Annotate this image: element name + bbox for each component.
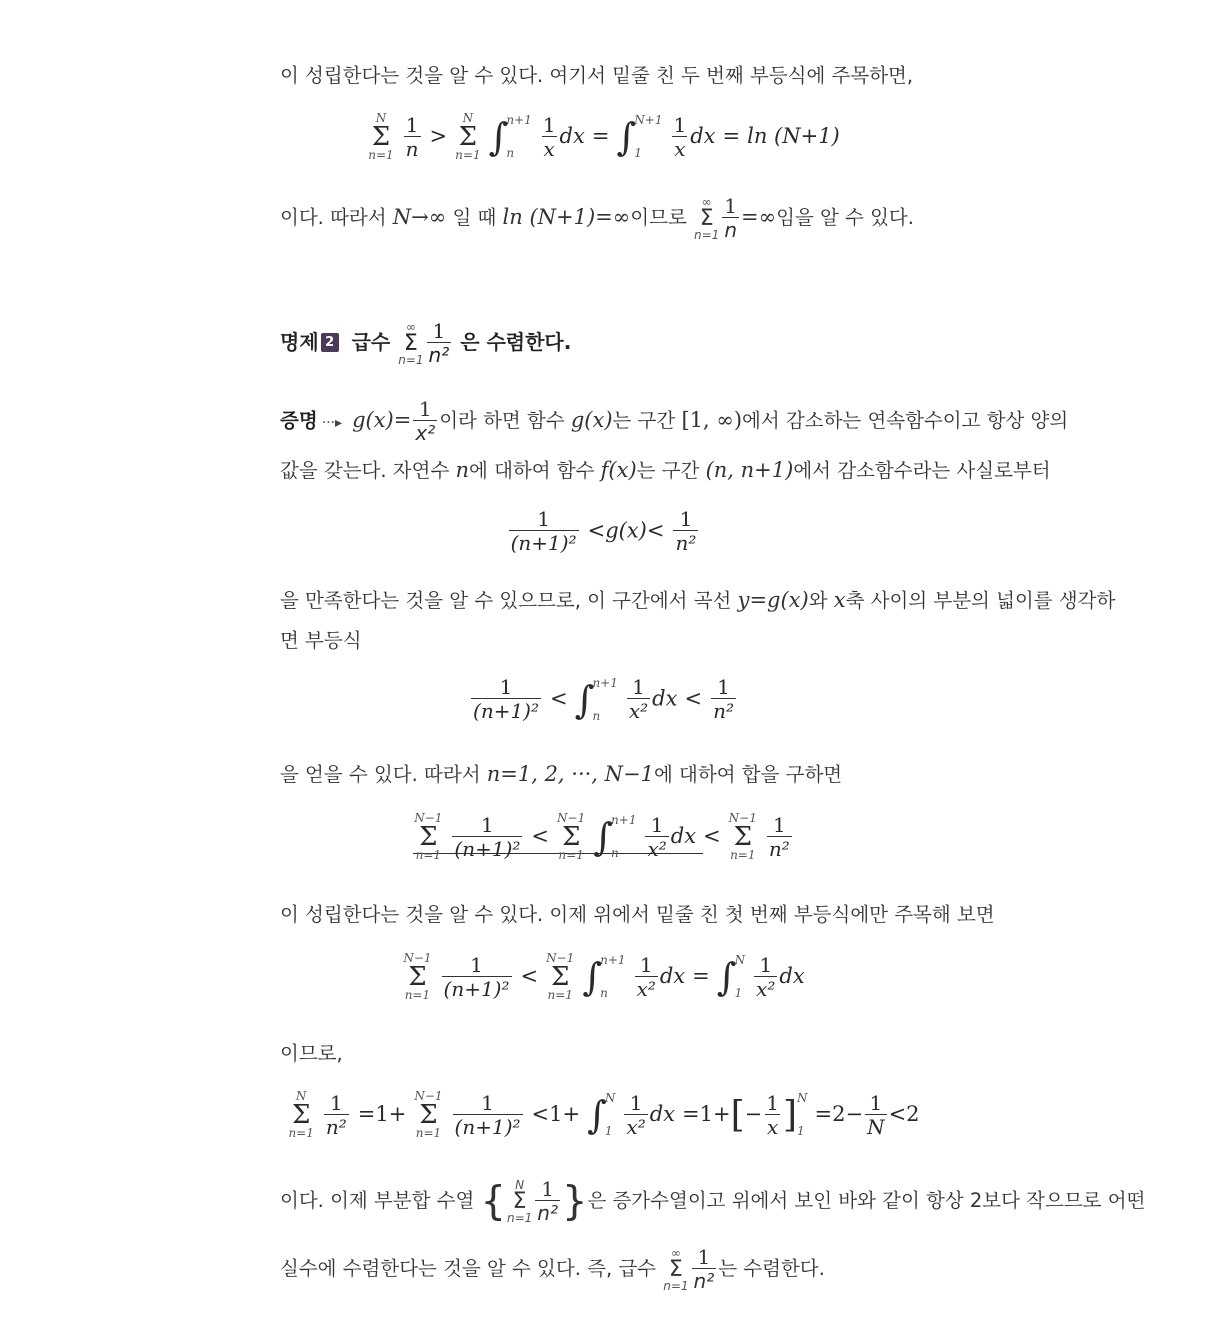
- fraction: $\frac{1}{\text{n²}}$: [428, 319, 450, 367]
- fraction: $\frac{1}{\text{x²}}$: [415, 397, 436, 445]
- integral-symbol: ∫ N+1 1: [616, 113, 663, 160]
- fraction: $\frac{1}{x}$: [542, 112, 556, 161]
- fraction: $\frac{1}{\text{x²}}$: [628, 675, 649, 723]
- sum-symbol: ∞ Σ n=1: [663, 1245, 689, 1293]
- fraction: $\frac{1}{x}$: [766, 1090, 779, 1139]
- sum-symbol: N−1 Σ n=1: [414, 1089, 443, 1140]
- sum-symbol: N−1 Σ n=1: [557, 811, 586, 862]
- equation-g-bounds: $\frac{1}{\text{(n+1)²}}$ <g(x)< $\frac{1}{\text{n²}}$: [510, 507, 697, 555]
- fraction: $\frac{1}{n}$: [724, 194, 738, 242]
- fraction: $\frac{1}{\text{n²}}$: [325, 1090, 347, 1139]
- fraction: $\frac{1}{\text{x²}}$: [636, 952, 656, 1001]
- proof-line-6: 이 성립한다는 것을 알 수 있다. 이제 위에서 밑줄 친 첫 번째 부등식에만 주목해 보면: [280, 903, 995, 926]
- fraction: $\frac{1}{\text{n²}}$: [713, 675, 734, 723]
- sum-symbol: N−1 Σ n=1: [403, 951, 432, 1002]
- sum-symbol: N Σ n=1: [368, 111, 394, 162]
- proof-line-4: 면 부등식: [280, 629, 362, 652]
- equation-partial-sum-bound: N Σ n=1 $\frac{1}{\text{n²}}$ =1+ N−1 Σ n=1 $\frac{1}{\text{(n+1)²}}$ <1+ ∫ N 1 $\frac{1}{\text{x²}}$ dx =1+[− $\frac{1}{x}$ ] N 1 =2− $\frac{1}{N}$ <2: [288, 1089, 920, 1140]
- proof-line-5: 을 얻을 수 있다. 따라서 n=1, 2, ···, N−1에 대하여 합을 구하면: [280, 762, 843, 786]
- proof-line-8: 이다. 이제 부분합 수열 { N Σ n=1 $\frac{1}{\text{n²}}$ }은 증가수열이고 위에서 보인 바와 같이 항상 2보다 작으므로 어떤: [280, 1177, 1146, 1225]
- fraction: $\frac{1}{\text{n²}}$: [768, 812, 790, 861]
- sum-symbol: N Σ n=1: [455, 111, 481, 162]
- equation-integral-bounds: $\frac{1}{\text{(n+1)²}}$ < ∫ n+1 n $\frac{1}{\text{x²}}$ dx < $\frac{1}{\text{n²}}$: [473, 675, 734, 723]
- integral-symbol: ∫ N 1: [716, 953, 746, 1000]
- fraction: $\frac{1}{n}$: [405, 112, 419, 161]
- fraction: $\frac{1}{x}$: [673, 112, 687, 161]
- equation-harmonic-integral: N Σ n=1 $\frac{1}{n}$ > N Σ n=1 ∫ n+1 n $\frac{1}{x}$ dx = ∫ N+1 1 $\frac{1}{x}$ dx = ln (N+1): [368, 111, 840, 162]
- fraction: $\frac{1}{\text{x²}}$: [647, 812, 667, 861]
- fraction: $\frac{1}{\text{n²}}$: [537, 1177, 558, 1225]
- fraction: $\frac{1}{\text{x²}}$: [756, 952, 776, 1001]
- equation-first-inequality: N−1 Σ n=1 $\frac{1}{\text{(n+1)²}}$ < N−1 Σ n=1 ∫ n+1 n $\frac{1}{\text{x²}}$ dx = ∫ N 1 $\frac{1}{\text{x²}}$ dx: [403, 951, 805, 1002]
- equation-summed-bounds: N−1 Σ n=1 $\frac{1}{\text{(n+1)²}}$ < N−1 Σ n=1 ∫ n+1 n $\frac{1}{\text{x²}}$ dx < N−1 Σ n=1 $\frac{1}{\text{n²}}$: [414, 811, 790, 862]
- fraction: $\frac{1}{\text{(n+1)²}}$: [473, 675, 540, 723]
- fraction: $\frac{1}{N}$: [867, 1090, 885, 1139]
- fraction: $\frac{1}{\text{x²}}$: [626, 1090, 646, 1139]
- fraction: $\frac{1}{\text{(n+1)²}}$: [454, 1090, 521, 1139]
- fraction: $\frac{1}{\text{n²}}$: [675, 507, 697, 555]
- proof-line-9: 실수에 수렴한다는 것을 알 수 있다. 즉, 급수 ∞ Σ n=1 $\frac{1}{\text{n²}}$ 는 수렴한다.: [280, 1245, 825, 1293]
- integral-symbol: ∫ n+1 n: [574, 675, 618, 723]
- bracket-limits: N 1: [797, 1091, 808, 1138]
- proposition-number-badge: 2: [321, 333, 339, 352]
- sum-symbol: ∞ Σ n=1: [398, 319, 424, 367]
- proof-label: 증명: [280, 409, 318, 432]
- sum-symbol: N−1 Σ n=1: [414, 811, 443, 862]
- sum-symbol: N Σ n=1: [288, 1089, 314, 1140]
- proof-line-7: 이므로,: [280, 1042, 343, 1065]
- proposition-title: 명제 2 급수 ∞ Σ n=1 $\frac{1}{\text{n²}}$ 은 수렴한다.: [280, 319, 572, 367]
- sum-symbol: ∞ Σ n=1: [694, 194, 720, 242]
- sum-symbol: N Σ n=1: [506, 1177, 533, 1225]
- integral-symbol: ∫ N 1: [587, 1091, 616, 1138]
- proof-arrow-icon: ···▸: [321, 415, 343, 431]
- proof-line-3: 을 만족한다는 것을 알 수 있으므로, 이 구간에서 곡선 y=g(x)와 x축 사이의 부분의 넓이를 생각하: [280, 588, 1116, 612]
- fraction: $\frac{1}{\text{n²}}$: [693, 1245, 715, 1293]
- paragraph-divergence: 이다. 따라서 N→∞ 일 때 ln (N+1)=∞이므로 ∞ Σ n=1 $\frac{1}{n}$ =∞임을 알 수 있다.: [280, 194, 914, 242]
- integral-symbol: ∫ n+1 n: [488, 113, 532, 160]
- fraction: $\frac{1}{\text{(n+1)²}}$: [443, 952, 510, 1001]
- integral-symbol: ∫ n+1 n: [582, 953, 626, 1000]
- sum-symbol: N−1 Σ n=1: [546, 951, 575, 1002]
- paragraph-intro: 이 성립한다는 것을 알 수 있다. 여기서 밑줄 친 두 번째 부등식에 주목하면,: [280, 64, 914, 87]
- fraction: $\frac{1}{\text{(n+1)²}}$: [510, 507, 577, 555]
- integral-symbol: ∫ n+1 n: [593, 813, 637, 860]
- sum-symbol: N−1 Σ n=1: [728, 811, 757, 862]
- fraction: $\frac{1}{\text{(n+1)²}}$: [454, 812, 521, 861]
- underlined-inequality: N−1 Σ n=1 $\frac{1}{\text{(n+1)²}}$ < N−1 Σ n=1 ∫ n+1 n $\frac{1}{\text{x²}}$ dx: [413, 824, 703, 854]
- proof-line-2: 값을 갖는다. 자연수 n에 대하여 함수 f(x)는 구간 (n, n+1)에서 감소함수라는 사실로부터: [280, 458, 1051, 482]
- proof-line-1: 증명 ···▸ g(x)= $\frac{1}{\text{x²}}$ 이라 하면 함수 g(x)는 구간 [1, ∞)에서 감소하는 연속함수이고 항상 양의: [280, 397, 1069, 445]
